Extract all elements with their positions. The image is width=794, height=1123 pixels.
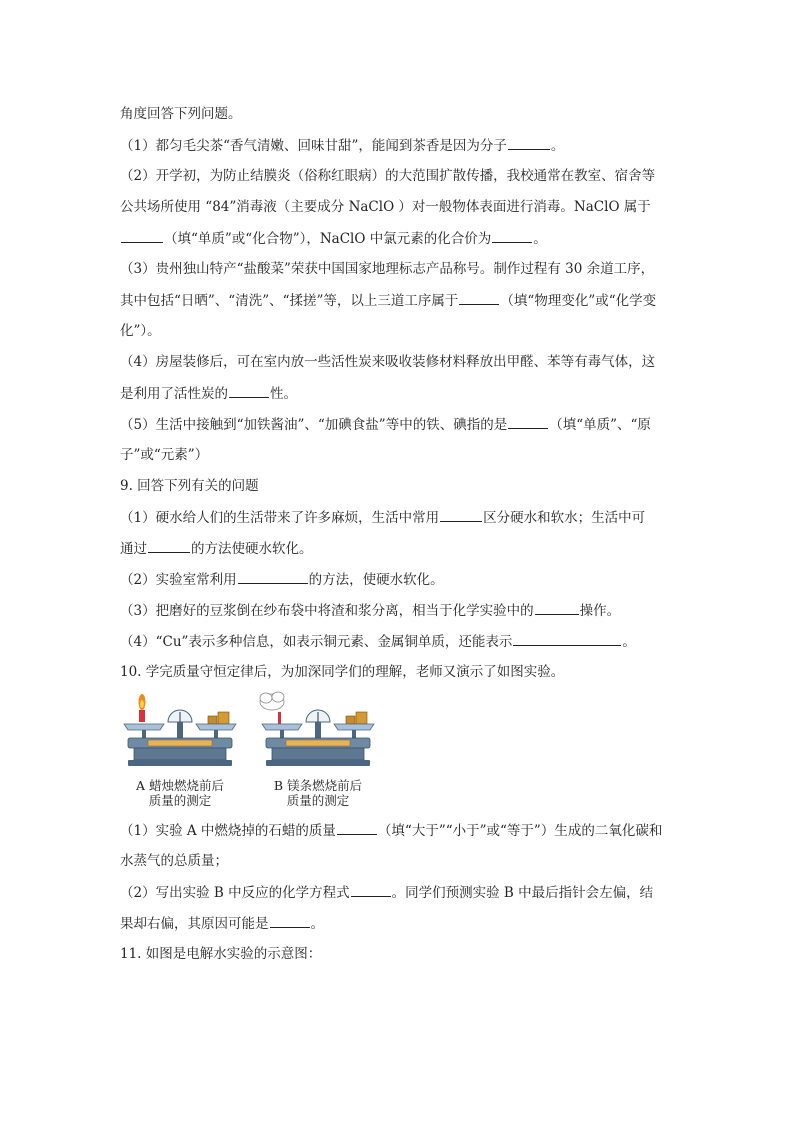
line-10-1b (120, 853, 228, 869)
text: （2）实验室常利用 (120, 572, 237, 588)
line-10 (120, 664, 564, 680)
text: 。 (310, 916, 324, 932)
text: 是利用了活性炭的 (120, 386, 228, 402)
balance-experiment-figure (120, 690, 400, 810)
text: 其中包括“日晒”、“清洗”、“揉搓”等，以上三道工序属于 (120, 293, 459, 309)
text: 通过 (120, 541, 147, 557)
line-q3c (120, 323, 161, 339)
line-q3a (120, 261, 654, 277)
text: （填“单质”或“化合物”），NaClO 中氯元素的化合价为 (164, 231, 492, 247)
balance-b (260, 692, 374, 766)
text: 的方法，使硬水软化。 (308, 572, 444, 588)
caption-a (120, 778, 240, 808)
line-10-2b (120, 915, 324, 932)
line-9-3 (120, 602, 620, 619)
answer-blank[interactable] (270, 915, 310, 928)
line-9-4 (120, 633, 636, 650)
text: 。 (622, 634, 636, 650)
text: 化”）。 (120, 323, 161, 339)
text: 11. 如图是电解水实验的示意图： (120, 946, 322, 962)
text: （4）“Cu”表示多种信息，如表示铜元素、金属铜单质，还能表示 (120, 634, 513, 650)
text: （填“物理变化”或“化学变 (500, 293, 657, 309)
text: 。 (550, 138, 565, 154)
answer-blank[interactable] (492, 230, 532, 243)
answer-blank[interactable] (513, 633, 621, 646)
text: 性。 (270, 386, 297, 402)
text: （3）把磨好的豆浆倒在纱布袋中将渣和浆分离，相当于化学实验中的 (120, 603, 534, 619)
answer-blank[interactable] (148, 540, 190, 553)
text: 9. 回答下列有关的问题 (120, 478, 259, 494)
line-q2c (120, 230, 547, 247)
line-q3b (120, 292, 656, 309)
line-1 (120, 106, 242, 122)
caption-b-line2: 质量的测定 (286, 793, 350, 808)
text: （1）都匀毛尖茶“香气清嫩、回味甘甜”，能闻到茶香是因为分子 (120, 138, 507, 154)
text: 操作。 (579, 603, 621, 619)
balance-a (124, 694, 236, 766)
text: （2）写出实验 B 中反应的化学方程式 (120, 885, 350, 901)
line-q4a (120, 354, 655, 370)
text: （5）生活中接触到“加铁酱油”、“加碘食盐”等中的铁、碘指的是 (120, 417, 508, 433)
text: （填“单质”、“原 (549, 417, 651, 433)
line-q2a (120, 168, 655, 184)
answer-blank[interactable] (440, 509, 482, 522)
line-11 (120, 946, 321, 962)
text: 公共场所使用 “84”消毒液（主要成分 NaClO ）对一般物体表面进行消毒。NaClO 属于 (120, 199, 651, 215)
line-q1 (120, 137, 564, 154)
text: 10. 学完质量守恒定律后，为加深同学们的理解，老师又演示了如图实验。 (120, 664, 565, 680)
line-q5b (120, 447, 208, 463)
answer-blank[interactable] (121, 230, 163, 243)
caption-b-line1: B 镁条燃烧前后 (273, 778, 363, 793)
text: 子”或“元素”） (120, 447, 209, 463)
caption-a-line2: 质量的测定 (148, 793, 212, 808)
text: 的方法使硬水软化。 (191, 541, 313, 557)
text: （填“大于”“小于”或“等于”）生成的二氧化碳和 (377, 823, 663, 839)
text: （2）开学初，为防止结膜炎（俗称红眼病）的大范围扩散传播，我校通常在教室、宿舍等 (120, 168, 656, 184)
answer-blank[interactable] (337, 822, 377, 835)
text: 角度回答下列问题。 (120, 106, 242, 122)
answer-blank[interactable] (229, 385, 269, 398)
line-q4b (120, 385, 297, 402)
line-9-1a (120, 509, 645, 526)
text: 区分硬水和软水；生活中可 (483, 510, 646, 526)
answer-blank[interactable] (508, 416, 548, 429)
line-q2b (120, 199, 651, 215)
answer-blank[interactable] (238, 571, 308, 584)
answer-blank[interactable] (351, 884, 391, 897)
line-9-2 (120, 571, 444, 588)
line-q5a (120, 416, 651, 433)
text: （3）贵州独山特产“盐酸菜”荣获中国国家地理标志产品称号。制作过程有 30 余道工序， (120, 261, 655, 277)
line-10-1a (120, 822, 662, 839)
caption-a-line1: A 蜡烛燃烧前后 (135, 778, 224, 793)
text: 水蒸气的总质量； (120, 853, 228, 869)
text: 果却右偏，其原因可能是 (120, 916, 269, 932)
text: （1）实验 A 中燃烧掉的石蜡的质量 (120, 823, 336, 839)
text: 。 (533, 231, 547, 247)
caption-b (258, 778, 378, 808)
answer-blank[interactable] (508, 137, 550, 150)
text: 。同学们预测实验 B 中最后指针会左偏，结 (391, 885, 654, 901)
answer-blank[interactable] (535, 602, 579, 615)
answer-blank[interactable] (459, 292, 499, 305)
line-9 (120, 478, 259, 494)
text: （1）硬水给人们的生活带来了许多麻烦，生活中常用 (120, 510, 440, 526)
line-9-1b (120, 540, 313, 557)
line-10-2a (120, 884, 653, 901)
text: （4）房屋装修后，可在室内放一些活性炭来吸收装修材料释放出甲醛、苯等有毒气体，这 (120, 354, 656, 370)
balance-illustration (120, 690, 400, 778)
